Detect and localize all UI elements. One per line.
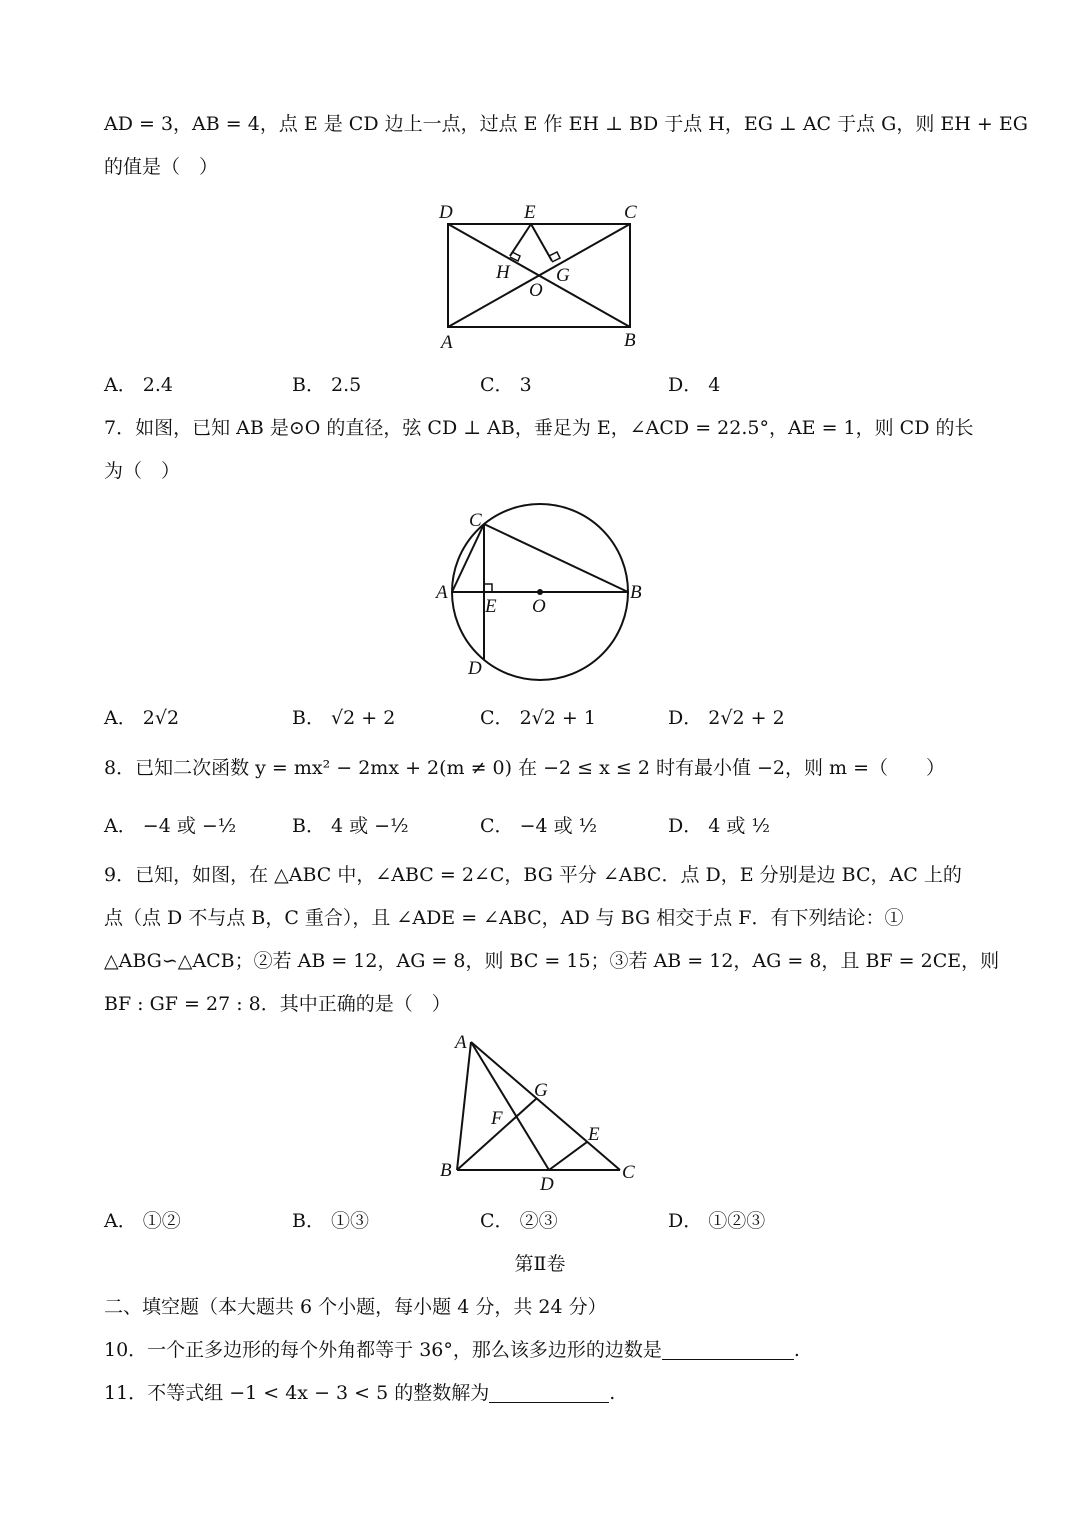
q10-answer-blank[interactable] [662, 1337, 794, 1360]
segment-ad [471, 1042, 549, 1170]
q7-option-c: C． 2√2 + 1 [480, 707, 596, 729]
section-heading: 二、填空题（本大题共 6 个小题，每小题 4 分，共 24 分） [104, 1296, 607, 1318]
q11 [104, 1379, 615, 1407]
q6-line2: 的值是（ ） [104, 156, 219, 178]
q9-line1: 9．已知，如图，在 △ABC 中，∠ABC = 2∠C，BG 平分 ∠ABC．点 D，E 分别是边 BC，AC 上的 [104, 864, 962, 886]
label-a: A [441, 332, 453, 353]
q7-line1: 7．如图，已知 AB 是⊙O 的直径，弦 CD ⊥ AB，垂足为 E，∠ACD = 22.5°，AE = 1，则 CD 的长 [104, 417, 974, 439]
label-o: O [532, 596, 546, 617]
label-h: H [496, 262, 510, 283]
label-o: O [529, 280, 543, 301]
label-g: G [534, 1080, 548, 1101]
q10-text: 10．一个正多边形的每个外角都等于 36°，那么该多边形的边数是 [104, 1339, 662, 1361]
label-f: F [491, 1108, 503, 1129]
q11-answer-blank[interactable] [489, 1380, 609, 1403]
q6-option-d: D． 4 [668, 374, 721, 396]
q8-option-a: A． −4 或 −½ [104, 815, 237, 837]
q7-option-a: A． 2√2 [104, 707, 180, 729]
label-e: E [588, 1124, 600, 1145]
volume-title: 第Ⅱ卷 [514, 1253, 566, 1275]
label-c: C [622, 1162, 635, 1183]
q11-text: 11．不等式组 −1 < 4x − 3 < 5 的整数解为 [104, 1382, 490, 1404]
q9-line2: 点（点 D 不与点 B，C 重合），且 ∠ADE = ∠ABC，AD 与 BG 相交于点 F．有下列结论：① [104, 907, 904, 929]
label-d: D [439, 202, 453, 223]
q6-line1: AD = 3，AB = 4，点 E 是 CD 边上一点，过点 E 作 EH ⊥ BD 于点 H，EG ⊥ AC 于点 G，则 EH + EG [104, 113, 1028, 135]
side-ab [457, 1042, 471, 1170]
q9-option-c: C． ②③ [480, 1210, 558, 1232]
q10 [104, 1336, 800, 1364]
q9-line4: BF : GF = 27 : 8．其中正确的是（ ） [104, 993, 451, 1015]
q8-option-d: D． 4 或 ½ [668, 815, 770, 837]
label-a: A [455, 1032, 467, 1053]
segment-de [549, 1142, 587, 1170]
q6-option-a: A． 2.4 [104, 374, 173, 396]
q7-option-d: D． 2√2 + 2 [668, 707, 785, 729]
label-e: E [524, 202, 536, 223]
q6-option-b: B． 2.5 [292, 374, 362, 396]
q9-option-d: D． ①②③ [668, 1210, 766, 1232]
label-b: B [630, 582, 642, 603]
label-b: B [440, 1160, 452, 1181]
label-e: E [485, 596, 497, 617]
label-c: C [469, 510, 482, 531]
label-d: D [468, 658, 482, 679]
q9-line3: △ABG∽△ACB；②若 AB = 12，AG = 8，则 BC = 15；③若 AB = 12，AG = 8，且 BF = 2CE，则 [104, 950, 1000, 972]
side-ac [471, 1042, 620, 1170]
q9-option-a: A． ①② [104, 1210, 181, 1232]
label-b: B [624, 330, 636, 351]
q6-option-c: C． 3 [480, 374, 532, 396]
q9-option-b: B． ①③ [292, 1210, 370, 1232]
q7-option-b: B． √2 + 2 [292, 707, 396, 729]
q10-end: . [793, 1339, 800, 1361]
q8-option-c: C． −4 或 ½ [480, 815, 598, 837]
q8-option-b: B． 4 或 −½ [292, 815, 409, 837]
q11-end: . [609, 1382, 616, 1404]
label-d: D [540, 1174, 554, 1195]
q8-line1: 8．已知二次函数 y = mx² − 2mx + 2(m ≠ 0) 在 −2 ≤ x ≤ 2 时有最小值 −2，则 m =（ ） [104, 757, 946, 779]
label-c: C [624, 202, 637, 223]
q7-line2: 为（ ） [104, 460, 181, 482]
label-g: G [556, 265, 570, 286]
label-a: A [436, 582, 448, 603]
